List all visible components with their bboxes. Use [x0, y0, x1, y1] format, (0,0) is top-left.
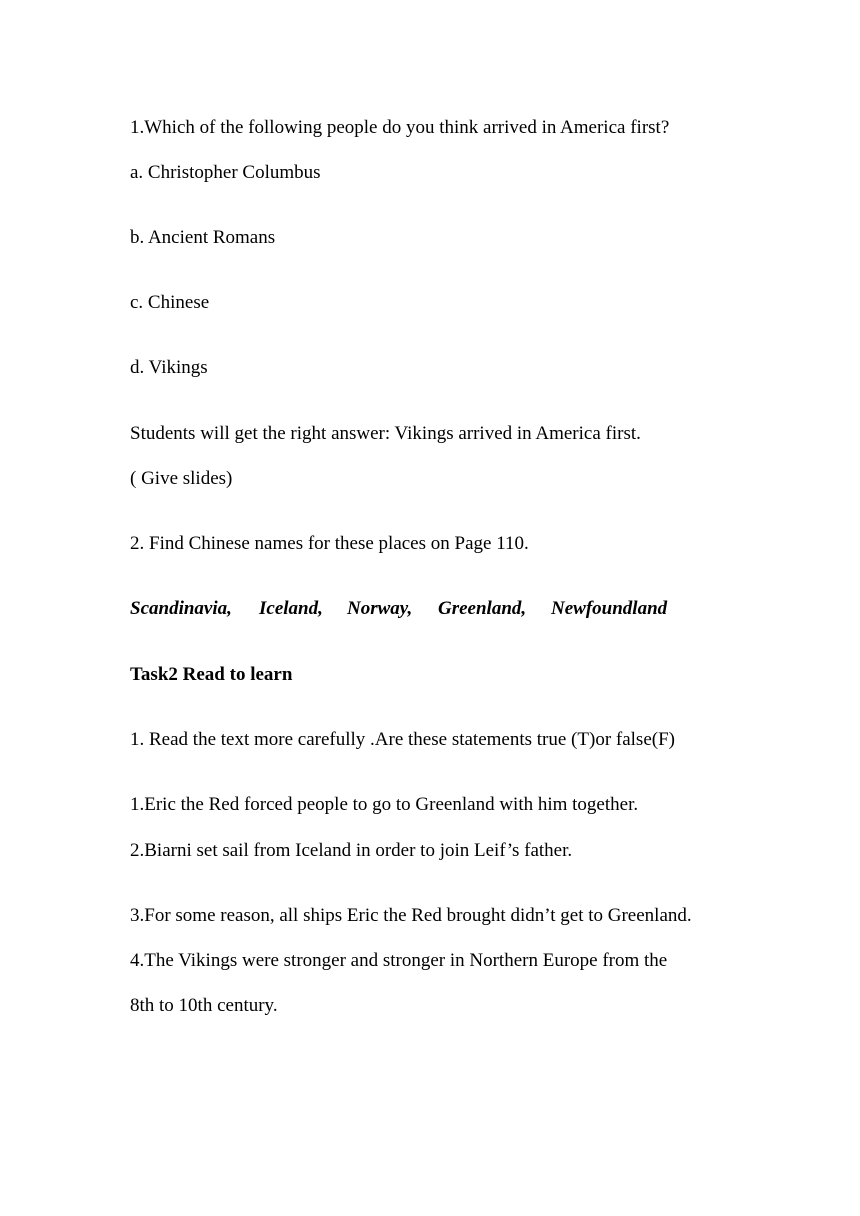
question-2-prompt: 2. Find Chinese names for these places on Page 110.	[130, 533, 529, 554]
option-d: d. Vikings	[130, 357, 208, 378]
place-norway: Norway,	[347, 598, 413, 619]
option-a: a. Christopher Columbus	[130, 162, 321, 183]
statement-4-continuation: 8th to 10th century.	[130, 995, 278, 1016]
option-b: b. Ancient Romans	[130, 227, 276, 248]
option-c: c. Chinese	[130, 292, 210, 313]
places-list	[130, 597, 667, 621]
answer-text: Students will get the right answer: Vikings arrived in America first.	[130, 423, 641, 444]
statement-1: 1.Eric the Red forced people to go to Greenland with him together.	[130, 794, 639, 815]
task2-heading: Task2 Read to learn	[130, 664, 293, 685]
place-newfoundland: Newfoundland	[551, 598, 668, 619]
statement-3: 3.For some reason, all ships Eric the Red brought didn’t get to Greenland.	[130, 905, 692, 926]
question-1-prompt: 1.Which of the following people do you think arrived in America first?	[130, 117, 670, 138]
task2-instruction: 1. Read the text more carefully .Are these statements true (T)or false(F)	[130, 729, 675, 750]
statement-4: 4.The Vikings were stronger and stronger in Northern Europe from the	[130, 950, 668, 971]
place-iceland: Iceland,	[259, 598, 323, 619]
slides-note: ( Give slides)	[130, 468, 233, 489]
place-scandinavia: Scandinavia,	[130, 598, 232, 619]
statement-2: 2.Biarni set sail from Iceland in order to join Leif’s father.	[130, 840, 573, 861]
place-greenland: Greenland,	[438, 598, 527, 619]
